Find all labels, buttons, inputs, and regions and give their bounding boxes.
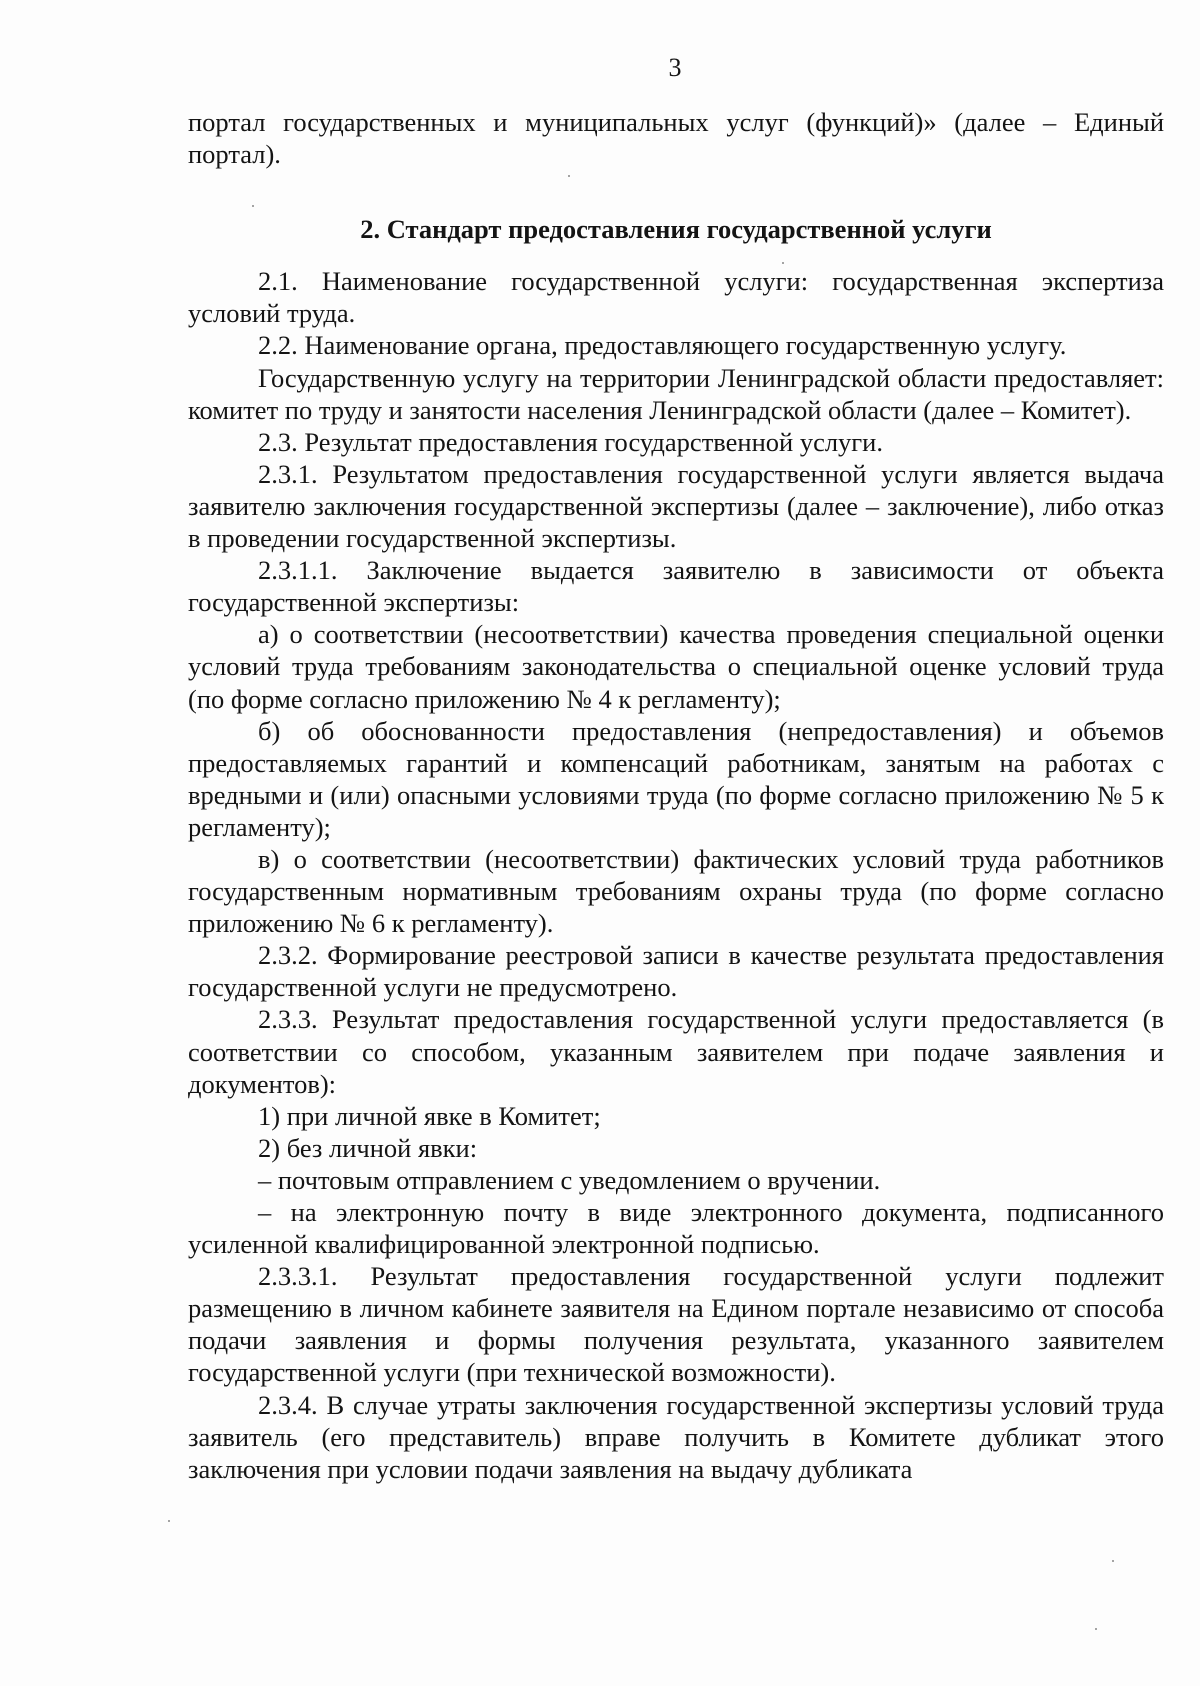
paragraph-2-2: 2.2. Наименование органа, предоставляющего государственную услугу. xyxy=(258,330,1067,361)
list-item-email: – на электронную почту в виде электронного документа, подписанного усиленной квалифицированной электронной подписью. xyxy=(188,1197,1164,1260)
paragraph-2-3: 2.3. Результат предоставления государственной услуги. xyxy=(258,426,883,457)
scan-speck xyxy=(168,1520,170,1522)
scan-speck xyxy=(1112,1560,1114,1562)
scan-speck xyxy=(568,175,570,177)
list-item-a: а) о соответствии (несоответствии) качества проведения специальной оценки условий труда требованиям законодательства о специальной оценке условий труда (по форме согласно приложению № 4 к регламенту); xyxy=(188,619,1164,714)
scan-speck xyxy=(252,205,254,207)
page-number: 3 xyxy=(668,53,682,82)
paragraph-2-3-3: 2.3.3. Результат предоставления государственной услуги предоставляется (в соответствии со способом, указанным заявителем при подаче заявления и документов): xyxy=(188,1004,1164,1099)
paragraph-2-3-1: 2.3.1. Результатом предоставления государственной услуги является выдача заявителю заключения государственной экспертизы (далее – заключение), либо отказ в проведении государственной экспертизы. xyxy=(188,458,1164,554)
paragraph-2-1: 2.1. Наименование государственной услуги: государственная экспертиза условий труда. xyxy=(188,266,1164,329)
list-item-2: 2) без личной явки: xyxy=(258,1132,478,1163)
list-item-mail: – почтовым отправлением с уведомлением о вручении. xyxy=(258,1164,881,1195)
paragraph-2-3-2: 2.3.2. Формирование реестровой записи в качестве результата предоставления государственной услуги не предусмотрено. xyxy=(188,940,1164,1003)
list-item-v: в) о соответствии (несоответствии) фактических условий труда работников государственным нормативным требованиям охраны труда (по форме согласно приложению № 6 к регламенту). xyxy=(188,843,1164,939)
paragraph-2-3-1-1: 2.3.1.1. Заключение выдается заявителю в зависимости от объекта государственной экспертизы: xyxy=(188,555,1164,618)
document-body xyxy=(188,106,1164,1485)
section-heading: 2. Стандарт предоставления государственной услуги xyxy=(360,214,992,245)
scan-speck xyxy=(1095,1628,1097,1630)
paragraph-continuation: портал государственных и муниципальных услуг (функций)» (далее – Единый портал). xyxy=(188,107,1164,170)
paragraph-2-3-3-1: 2.3.3.1. Результат предоставления государственной услуги подлежит размещению в личном кабинете заявителя на Едином портале независимо от способа подачи заявления и формы получения результата, указанного заявителем государственной услуги (при технической возможности). xyxy=(188,1261,1164,1388)
paragraph-provider: Государственную услугу на территории Ленинградской области предоставляет: комитет по труду и занятости населения Ленинградской области (далее – Комитет). xyxy=(188,362,1164,425)
list-item-b: б) об обоснованности предоставления (непредоставления) и объемов предоставляемых гарантий и компенсаций работникам, занятым на работах с вредными и (или) опасными условиями труда (по форме согласно приложению № 5 к регламенту); xyxy=(188,715,1164,842)
paragraph-2-3-4: 2.3.4. В случае утраты заключения государственной экспертизы условий труда заявитель (его представитель) вправе получить в Комитете дубликат этого заключения при условии подачи заявления на выдачу дубликата xyxy=(188,1389,1164,1484)
scan-speck xyxy=(782,262,784,264)
list-item-1: 1) при личной явке в Комитет; xyxy=(258,1100,601,1131)
